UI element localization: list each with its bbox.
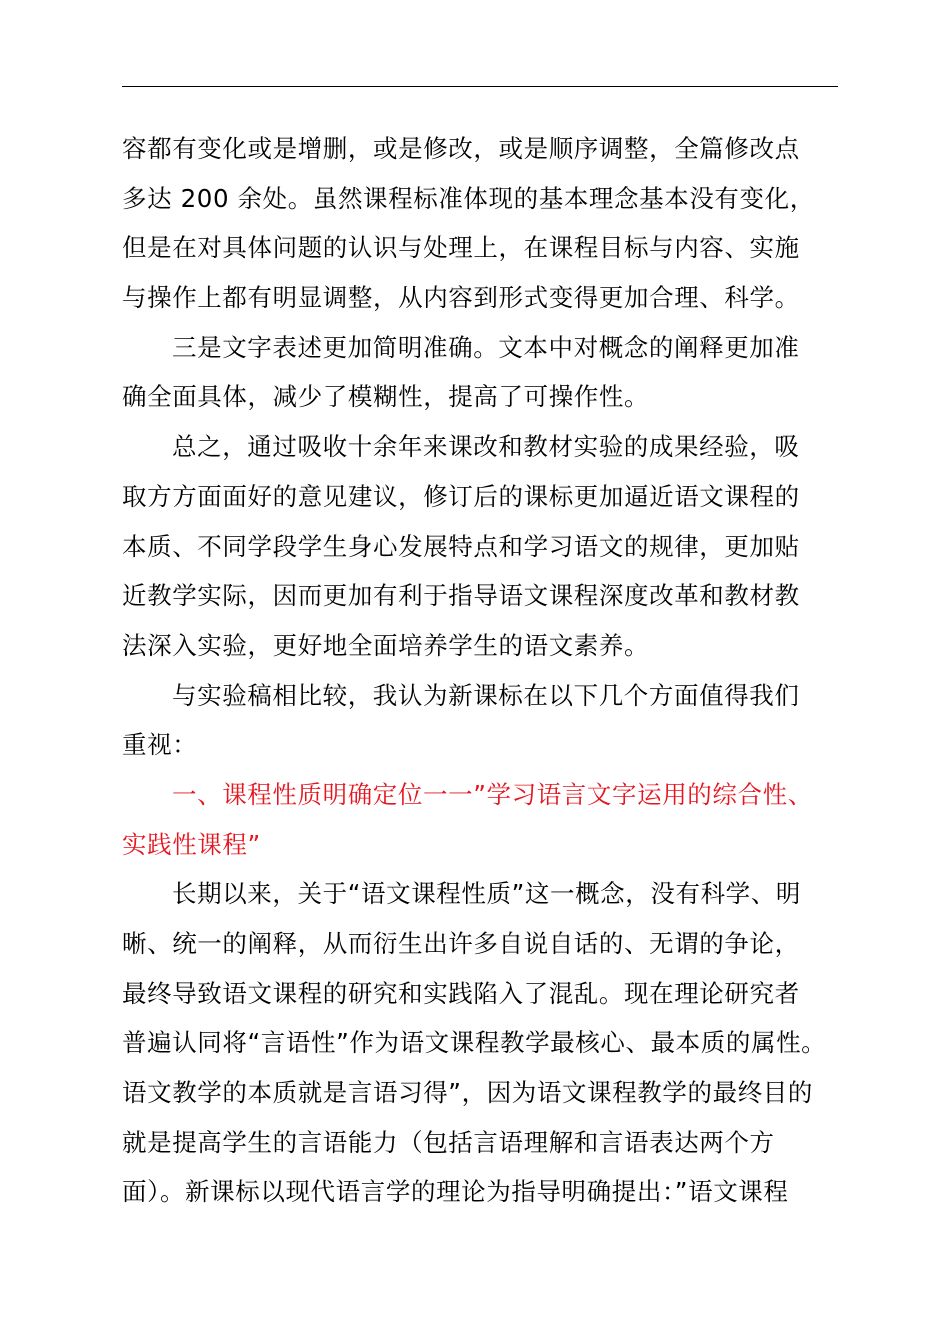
text-line: 最终导致语文课程的研究和实践陷入了混乱。现在理论研究者 [122,978,800,1008]
text-line: 容都有变化或是增删，或是修改，或是顺序调整，全篇修改点 [122,134,800,163]
text-line: 就是提高学生的言语能力（包括言语理解和言语表达两个方 [122,1127,775,1157]
text-line: 重视： [122,730,198,760]
text-line: 面）。新课标以现代语言学的理论为指导明确提出：”语文课程 [122,1177,789,1207]
paragraph-start: 与实验稿相比较，我认为新课标在以下几个方面值得我们 [172,680,800,710]
document-body [122,124,842,1217]
text-line: 但是在对具体问题的认识与处理上，在课程目标与内容、实施 [122,233,800,263]
text-line: 本质、不同学段学生身心发展特点和学习语文的规律，更加贴 [122,531,800,561]
text-line: 近教学实际，因而更加有利于指导语文课程深度改革和教材教 [122,581,800,611]
text-line: 语文教学的本质就是言语习得”，因为语文课程教学的最终目的 [122,1078,813,1108]
text-line: 与操作上都有明显调整，从内容到形式变得更加合理、科学。 [122,283,800,313]
text-line: 取方方面面好的意见建议，修订后的课标更加逼近语文课程的 [122,481,800,511]
text-line: 法深入实验，更好地全面培养学生的语文素养。 [122,630,650,660]
text-line: 多达 200 余处。虽然课程标准体现的基本理念基本没有变化， [122,183,815,213]
text-line: 确全面具体，减少了模糊性，提高了可操作性。 [122,382,650,412]
header-rule [122,86,838,87]
section-heading: 一、课程性质明确定位一一”学习语言文字运用的综合性、 [172,779,813,809]
paragraph-start: 长期以来，关于“语文课程性质”这一概念，没有科学、明 [172,879,801,909]
paragraph-start: 三是文字表述更加简明准确。文本中对概念的阐释更加准 [172,332,800,362]
text-line: 晰、统一的阐释，从而衍生出许多自说自话的、无谓的争论， [122,929,800,958]
section-heading-continued: 实践性课程” [122,829,261,859]
text-line: 普遍认同将“言语性”作为语文课程教学最核心、最本质的属性。 [122,1028,827,1058]
paragraph-start: 总之，通过吸收十余年来课改和教材实验的成果经验，吸 [172,432,800,462]
